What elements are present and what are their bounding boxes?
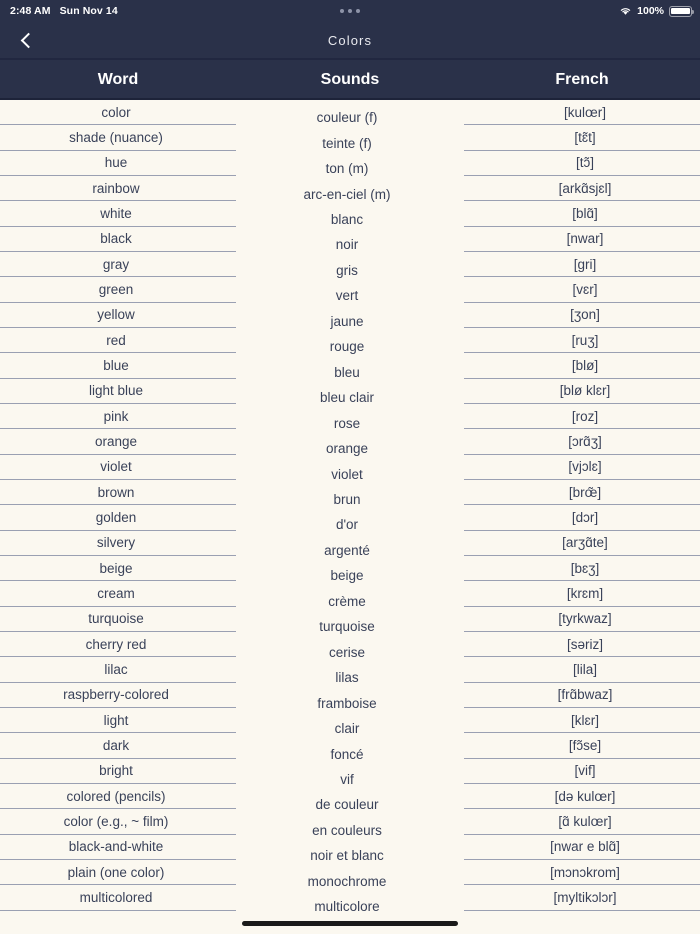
table-row[interactable] <box>236 181 464 206</box>
table-row[interactable] <box>236 130 464 155</box>
table-row[interactable] <box>464 505 700 530</box>
cell-sounds: cerise <box>328 644 365 660</box>
cell-sounds: ton (m) <box>325 161 369 177</box>
cell-sounds: orange <box>325 441 369 457</box>
table-row[interactable] <box>0 835 236 860</box>
table-row[interactable] <box>236 563 464 588</box>
status-bar-right <box>619 5 692 17</box>
table-row[interactable] <box>236 716 464 741</box>
cell-french: [ɔrɑ̃ʒ] <box>568 433 602 449</box>
table-row[interactable] <box>0 455 236 480</box>
battery-full-icon <box>669 6 692 17</box>
cell-word: dark <box>102 737 130 753</box>
cell-french: [ruʒ] <box>571 332 599 348</box>
table-row[interactable] <box>236 334 464 359</box>
cell-french: [gri] <box>573 256 597 272</box>
cell-french: [blɑ̃] <box>572 205 598 221</box>
cell-word: colored (pencils) <box>66 788 166 804</box>
table-row[interactable] <box>0 404 236 429</box>
cell-french: [kulœr] <box>564 104 606 120</box>
table-row[interactable] <box>0 125 236 150</box>
cell-word: green <box>98 281 134 297</box>
cell-word: silvery <box>96 535 136 551</box>
cell-french: [dɔr] <box>571 509 599 525</box>
table-row[interactable] <box>236 792 464 817</box>
table-row[interactable] <box>236 487 464 512</box>
table-row[interactable] <box>464 581 700 606</box>
cell-sounds: blanc <box>330 212 364 228</box>
home-indicator[interactable] <box>242 921 458 926</box>
cell-word: bright <box>99 763 133 779</box>
cell-french: [blø klɛr] <box>559 383 611 399</box>
cell-sounds: crème <box>328 593 366 609</box>
cell-french: [tyrkwaz] <box>558 611 612 627</box>
table-row[interactable] <box>464 835 700 860</box>
cell-sounds: en couleurs <box>312 822 382 838</box>
table-row[interactable] <box>0 733 236 758</box>
wifi-icon <box>619 6 632 16</box>
cell-french: [mɔnɔkrom] <box>550 864 620 880</box>
table-row[interactable] <box>236 385 464 410</box>
table-row[interactable] <box>236 869 464 894</box>
back-button[interactable] <box>4 22 48 58</box>
cell-french: [bɛʒ] <box>570 560 600 576</box>
cell-word: cream <box>97 585 135 601</box>
cell-sounds: jaune <box>330 313 364 329</box>
table-row[interactable] <box>464 404 700 429</box>
table-row[interactable] <box>464 303 700 328</box>
cell-french: [fɔ̃se] <box>568 737 602 753</box>
table-row[interactable] <box>0 657 236 682</box>
cell-sounds: monochrome <box>307 873 387 889</box>
cell-word: golden <box>95 509 137 525</box>
cell-word: light blue <box>88 383 144 399</box>
table-row[interactable] <box>0 683 236 708</box>
cell-word: pink <box>103 408 129 424</box>
table-row[interactable] <box>464 455 700 480</box>
cell-sounds: bleu clair <box>319 390 375 406</box>
three-dots-icon <box>340 9 360 13</box>
table-row[interactable] <box>236 410 464 435</box>
table-row[interactable] <box>0 176 236 201</box>
table-row[interactable] <box>0 885 236 910</box>
table-row[interactable] <box>236 741 464 766</box>
cell-word: multicolored <box>79 889 153 905</box>
cell-word: blue <box>103 357 129 373</box>
table-row[interactable] <box>0 607 236 632</box>
table-row[interactable] <box>236 894 464 914</box>
cell-sounds: rouge <box>329 339 365 355</box>
cell-word: lilac <box>104 661 128 677</box>
table-row[interactable] <box>464 277 700 302</box>
cell-french: [blø] <box>571 357 599 373</box>
page-title: Colors <box>327 32 373 48</box>
cell-word: shade (nuance) <box>69 129 163 145</box>
table-row[interactable] <box>0 480 236 505</box>
table-row[interactable] <box>464 328 700 353</box>
table-row[interactable] <box>464 885 700 910</box>
table-row[interactable] <box>236 665 464 690</box>
cell-french: [myltikɔlɔr] <box>553 889 617 905</box>
cell-word: color <box>101 104 131 120</box>
table-row[interactable] <box>0 100 236 125</box>
table-row[interactable] <box>236 690 464 715</box>
table-row[interactable] <box>464 632 700 657</box>
cell-sounds: d'or <box>335 517 359 533</box>
cell-word: cherry red <box>85 636 147 652</box>
cell-french: [nwar e blɑ̃] <box>550 839 620 855</box>
cell-sounds: vert <box>335 288 359 304</box>
table-row[interactable] <box>236 360 464 385</box>
column-french <box>464 100 700 911</box>
table-row[interactable] <box>464 556 700 581</box>
table-row[interactable] <box>0 809 236 834</box>
cell-sounds: arc-en-ciel (m) <box>303 186 391 202</box>
table-row[interactable] <box>464 860 700 885</box>
cell-french: [vjɔlɛ] <box>568 459 602 475</box>
cell-sounds: beige <box>330 568 364 584</box>
cell-sounds: violet <box>331 466 363 482</box>
table-row[interactable] <box>464 733 700 758</box>
navigation-bar <box>0 22 700 58</box>
cell-word: light <box>103 712 129 728</box>
cell-french: [arkɑ̃sjɛl] <box>558 180 612 196</box>
cell-word: hue <box>104 155 128 171</box>
table-row[interactable] <box>0 379 236 404</box>
column-header-word: Word <box>97 70 139 88</box>
column-word <box>0 100 236 911</box>
cell-sounds: bleu <box>334 364 360 380</box>
table-row[interactable] <box>0 252 236 277</box>
cell-french: [brœ̃] <box>568 484 602 500</box>
cell-french: [ɑ̃ kulœr] <box>558 813 612 829</box>
cell-word: beige <box>99 560 133 576</box>
cell-word: red <box>106 332 126 348</box>
table-row[interactable] <box>236 309 464 334</box>
cell-word: raspberry-colored <box>63 687 169 703</box>
cell-word: black-and-white <box>68 839 164 855</box>
table-row[interactable] <box>464 429 700 454</box>
status-bar <box>0 0 700 22</box>
cell-sounds: teinte (f) <box>322 135 372 151</box>
table-row[interactable] <box>0 759 236 784</box>
table-row[interactable] <box>0 708 236 733</box>
table-row[interactable] <box>236 767 464 792</box>
table-row[interactable] <box>0 151 236 176</box>
column-sounds <box>236 105 464 914</box>
cell-french: [frɑ̃bwaz] <box>557 687 613 703</box>
cell-sounds: rose <box>333 415 361 431</box>
cell-word: yellow <box>97 307 135 323</box>
cell-french: [ʒon] <box>570 307 600 323</box>
table-row[interactable] <box>0 429 236 454</box>
chevron-left-icon <box>20 32 36 48</box>
table-row[interactable] <box>236 258 464 283</box>
table-row[interactable] <box>236 512 464 537</box>
table-row[interactable] <box>236 640 464 665</box>
table-row[interactable] <box>0 784 236 809</box>
table-row[interactable] <box>464 480 700 505</box>
cell-sounds: lilas <box>335 670 359 686</box>
table-row[interactable] <box>0 201 236 226</box>
table-row[interactable] <box>464 176 700 201</box>
table-row[interactable] <box>236 538 464 563</box>
table-row[interactable] <box>464 784 700 809</box>
cell-word: turquoise <box>88 611 144 627</box>
table-row[interactable] <box>236 461 464 486</box>
status-date: Sun Nov 14 <box>59 5 118 17</box>
table-row[interactable] <box>236 818 464 843</box>
cell-french: [arʒɑ̃te] <box>562 535 608 551</box>
cell-sounds: foncé <box>330 746 364 762</box>
table-row[interactable] <box>0 581 236 606</box>
cell-word: plain (one color) <box>67 864 165 880</box>
cell-french: [də kulœr] <box>554 788 616 804</box>
cell-french: [klɛr] <box>571 712 599 728</box>
cell-sounds: turquoise <box>319 619 375 635</box>
battery-percent-label: 100% <box>637 5 664 17</box>
cell-word: brown <box>97 484 135 500</box>
table-row[interactable] <box>236 232 464 257</box>
table-row[interactable] <box>464 151 700 176</box>
cell-french: [krɛm] <box>566 585 604 601</box>
table-row[interactable] <box>0 328 236 353</box>
cell-french: [tɔ̃] <box>575 155 594 171</box>
table-row[interactable] <box>0 353 236 378</box>
table-row[interactable] <box>0 505 236 530</box>
table-row[interactable] <box>236 436 464 461</box>
cell-sounds: vif <box>340 772 354 787</box>
cell-french: [nwar] <box>566 231 604 247</box>
cell-french: [roz] <box>571 408 599 424</box>
cell-word: color (e.g., ~ film) <box>63 813 169 829</box>
table-row[interactable] <box>464 379 700 404</box>
table-row[interactable] <box>236 283 464 308</box>
cell-sounds: brun <box>333 492 361 508</box>
cell-sounds: noir <box>335 237 359 253</box>
table-row[interactable] <box>236 614 464 639</box>
table-column-headers <box>0 60 700 99</box>
table-row[interactable] <box>236 156 464 181</box>
cell-sounds: multicolore <box>314 899 380 914</box>
table-row[interactable] <box>464 227 700 252</box>
cell-word: black <box>100 231 132 247</box>
cell-sounds: noir et blanc <box>310 848 384 864</box>
table-row[interactable] <box>464 353 700 378</box>
table-row[interactable] <box>464 125 700 150</box>
vocabulary-table[interactable] <box>0 100 700 914</box>
cell-sounds: gris <box>336 262 358 278</box>
table-row[interactable] <box>236 207 464 232</box>
table-row[interactable] <box>236 843 464 868</box>
table-row[interactable] <box>0 556 236 581</box>
table-row[interactable] <box>464 201 700 226</box>
cell-word: violet <box>100 459 132 475</box>
column-header-french: French <box>555 70 609 88</box>
table-row[interactable] <box>0 303 236 328</box>
table-row[interactable] <box>464 607 700 632</box>
table-row[interactable] <box>464 708 700 733</box>
table-row[interactable] <box>236 105 464 130</box>
table-row[interactable] <box>464 683 700 708</box>
table-row[interactable] <box>0 227 236 252</box>
table-row[interactable] <box>464 531 700 556</box>
column-header-sounds: Sounds <box>320 70 380 88</box>
cell-sounds: framboise <box>317 695 377 711</box>
table-row[interactable] <box>0 632 236 657</box>
table-row[interactable] <box>236 589 464 614</box>
cell-french: [tɛ̃t] <box>574 129 596 145</box>
table-row[interactable] <box>464 100 700 125</box>
cell-sounds: couleur (f) <box>316 110 378 126</box>
cell-sounds: clair <box>334 721 360 737</box>
table-row[interactable] <box>464 252 700 277</box>
cell-sounds: de couleur <box>315 797 379 813</box>
status-bar-left <box>10 5 118 17</box>
cell-word: orange <box>94 433 138 449</box>
table-row[interactable] <box>464 759 700 784</box>
table-row[interactable] <box>0 531 236 556</box>
table-row[interactable] <box>0 277 236 302</box>
table-row[interactable] <box>464 809 700 834</box>
cell-french: [vif] <box>574 763 596 779</box>
cell-word: rainbow <box>92 180 140 196</box>
cell-word: gray <box>102 256 130 272</box>
table-row[interactable] <box>464 657 700 682</box>
status-time: 2:48 AM <box>10 5 51 17</box>
cell-french: [vɛr] <box>572 281 598 297</box>
cell-french: [lila] <box>572 661 597 677</box>
cell-word: white <box>100 205 132 221</box>
table-row[interactable] <box>0 860 236 885</box>
cell-french: [səriz] <box>566 636 603 652</box>
cell-sounds: argenté <box>324 542 370 558</box>
